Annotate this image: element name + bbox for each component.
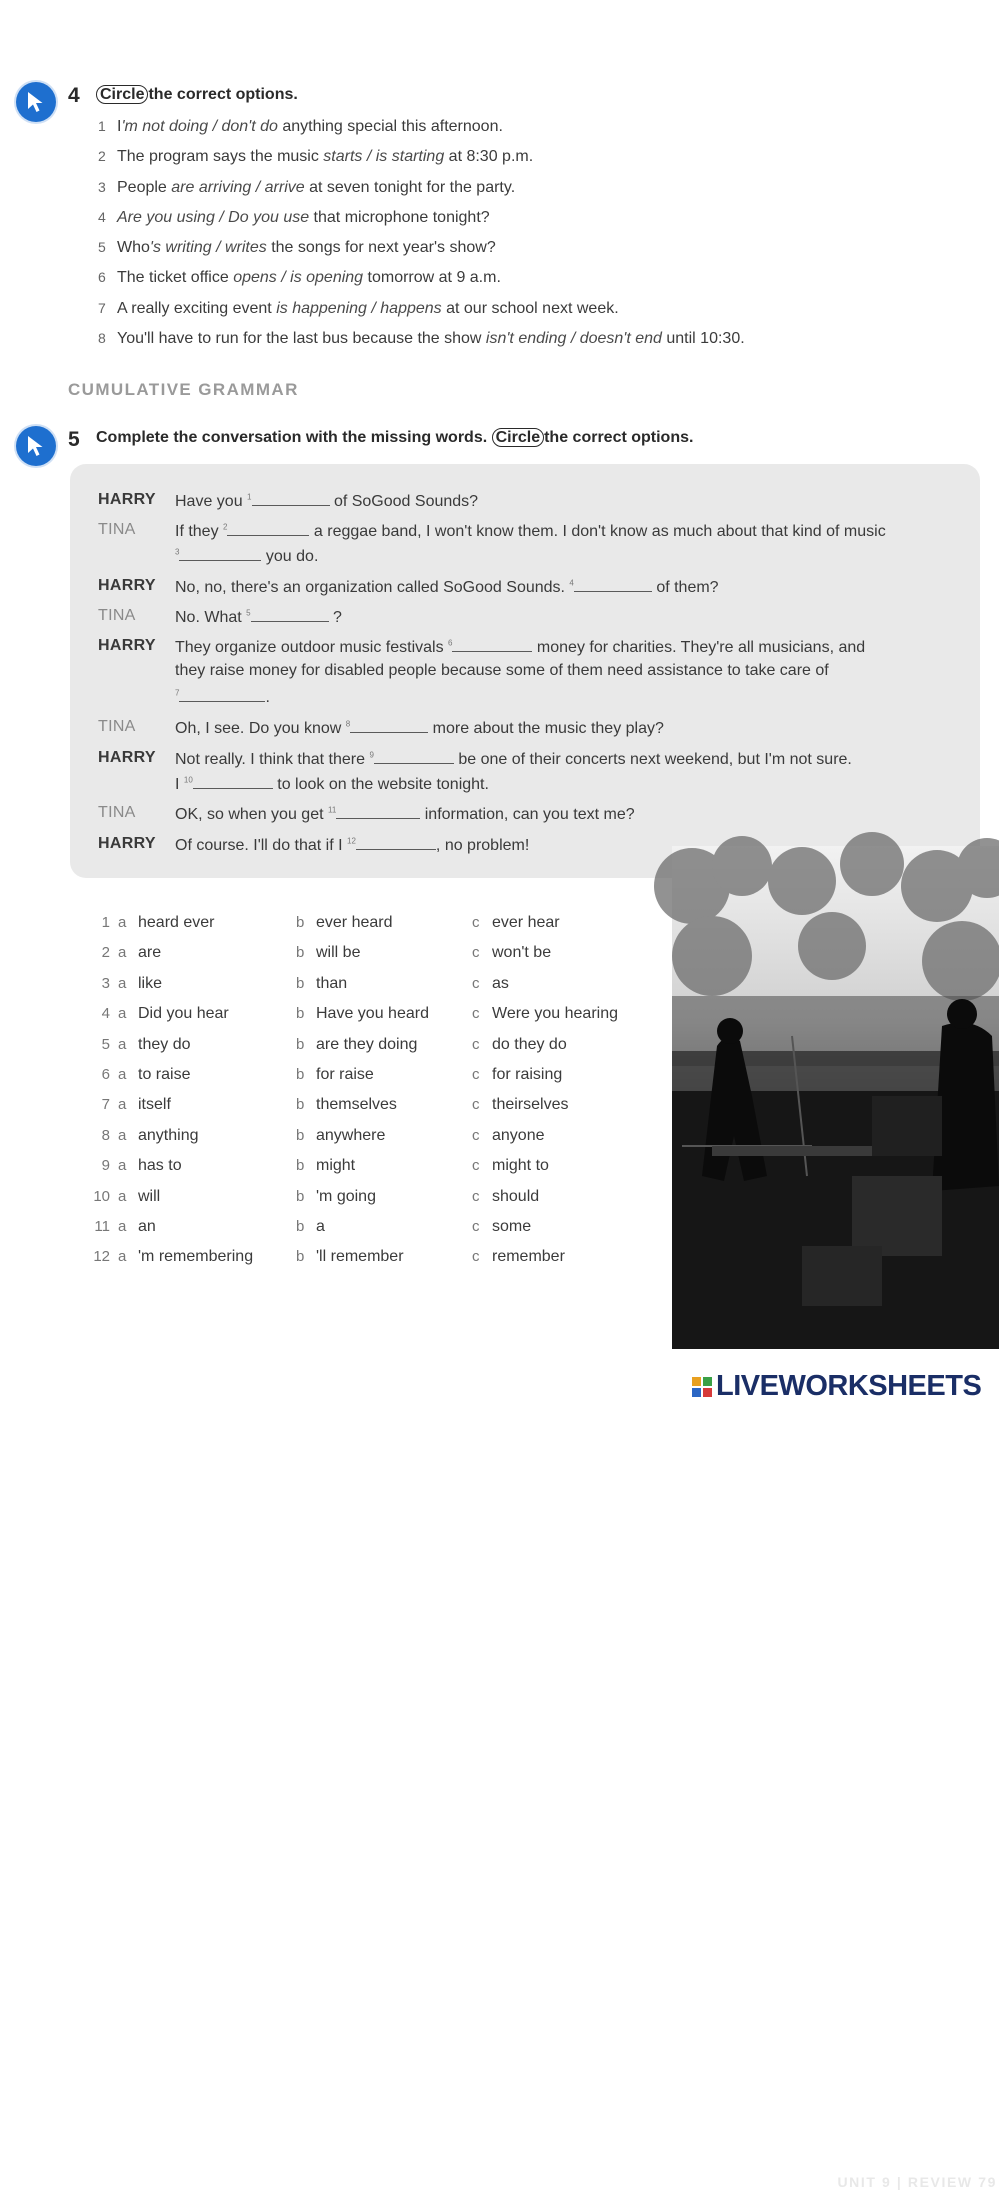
exercise-4-item xyxy=(98,145,745,175)
answer-option-a[interactable] xyxy=(88,1005,229,1023)
item-text-post: anything special this afternoon. xyxy=(277,118,503,135)
exercise-4-number: 4 xyxy=(68,84,80,107)
section-heading: CUMULATIVE GRAMMAR xyxy=(68,380,299,399)
item-number: 8 xyxy=(98,330,106,347)
option-letter: c xyxy=(472,1005,480,1023)
circle-word: Circle xyxy=(492,428,544,447)
option-letter: a xyxy=(118,1187,127,1205)
speaker-tina: TINA xyxy=(98,718,136,735)
option-letter: b xyxy=(296,1066,305,1083)
answer-option-c[interactable] xyxy=(472,1218,531,1236)
exercise-4-item xyxy=(98,115,745,145)
exercise-5-number: 5 xyxy=(68,428,80,451)
line-text: of them? xyxy=(651,579,719,596)
speaker-tina: TINA xyxy=(98,607,136,624)
exercise-4-list xyxy=(98,115,745,357)
option-letter: c xyxy=(472,914,480,931)
option-text: 'm going xyxy=(316,1187,376,1205)
option-text: anyone xyxy=(492,1126,545,1144)
option-text: might to xyxy=(492,1157,549,1175)
answer-option-c[interactable] xyxy=(472,944,551,962)
answer-option-a[interactable] xyxy=(88,944,161,962)
answer-option-a[interactable] xyxy=(88,1188,160,1206)
option-text: an xyxy=(138,1218,156,1235)
dialogue-line-7b xyxy=(175,774,489,794)
question-number: 11 xyxy=(94,1218,110,1235)
answer-option-b[interactable] xyxy=(296,914,393,932)
question-number: 10 xyxy=(93,1187,110,1205)
answer-gap-6[interactable] xyxy=(452,637,532,652)
item-options[interactable]: Are you using / Do you use xyxy=(117,208,310,226)
option-text: will xyxy=(138,1187,161,1205)
answer-option-b[interactable] xyxy=(296,1248,404,1266)
item-text-pre: Who xyxy=(117,239,150,257)
item-options[interactable]: is happening / happens xyxy=(276,299,442,317)
item-number: 5 xyxy=(98,239,106,256)
item-text-pre: A really exciting event xyxy=(117,299,277,317)
exercise-4-item xyxy=(98,327,745,357)
exercise-5-cursor-icon xyxy=(16,426,56,466)
speaker-harry: HARRY xyxy=(98,491,156,508)
answer-gap-8[interactable] xyxy=(350,718,428,733)
option-text: some xyxy=(492,1218,532,1235)
line-text: a reggae band, I won't know them. I don't know as much about that kind of music xyxy=(309,523,886,540)
speaker-tina: TINA xyxy=(98,804,136,821)
item-text-pre: The program says the music xyxy=(117,148,324,166)
option-letter: c xyxy=(472,944,480,962)
option-letter: b xyxy=(296,1187,305,1205)
option-text: will be xyxy=(316,944,361,962)
option-letter: a xyxy=(118,944,127,962)
option-text: for raise xyxy=(316,1066,374,1083)
unit-footer: UNIT 9 | REVIEW 79 xyxy=(837,2174,997,2190)
line-text: They organize outdoor music festivals xyxy=(175,639,449,656)
exercise-4-item xyxy=(98,176,745,206)
answer-option-a[interactable] xyxy=(88,1248,253,1266)
option-letter: b xyxy=(296,1035,305,1053)
item-options[interactable]: 's writing / writes xyxy=(149,239,267,257)
answer-option-b[interactable] xyxy=(296,1157,355,1175)
answer-option-a[interactable] xyxy=(88,1036,190,1054)
exercise-4-item xyxy=(98,206,745,236)
option-text: theirselves xyxy=(492,1096,569,1114)
answer-gap-1[interactable] xyxy=(252,491,330,506)
option-text: 'll remember xyxy=(316,1248,404,1266)
gap-number: 8 xyxy=(345,719,351,729)
exercise-4-item xyxy=(98,236,745,266)
gap-number: 3 xyxy=(175,547,180,557)
answer-option-c[interactable] xyxy=(472,1127,545,1145)
line-text: more about the music they play? xyxy=(428,720,664,737)
line-text: Of course. I'll do that if I xyxy=(175,837,348,854)
gap-number: 2 xyxy=(223,522,228,532)
item-text-post: at seven tonight for the party. xyxy=(304,178,516,196)
item-text-pre: People xyxy=(117,178,172,196)
answer-option-a[interactable] xyxy=(88,1096,171,1114)
instruction-pre: Complete the conversation with the missing words. xyxy=(96,429,492,446)
exercise-5-instruction xyxy=(96,429,693,447)
item-text-post: at our school next week. xyxy=(441,299,619,317)
item-text-post: tomorrow at 9 a.m. xyxy=(363,269,501,287)
line-text: Not really. I think that there xyxy=(175,751,370,768)
gap-number: 1 xyxy=(247,492,252,502)
item-options[interactable]: opens / is opening xyxy=(233,269,364,287)
instruction-post: the correct options. xyxy=(544,429,694,446)
answer-gap-10[interactable] xyxy=(193,774,273,789)
option-letter: b xyxy=(296,914,305,931)
option-text: might xyxy=(316,1157,356,1175)
question-number: 1 xyxy=(101,914,110,931)
option-text: 'm remembering xyxy=(138,1248,254,1266)
line-text: ? xyxy=(328,609,342,626)
option-letter: b xyxy=(296,1005,305,1023)
option-letter: c xyxy=(472,1126,480,1144)
line-text: . xyxy=(265,689,270,706)
item-number: 3 xyxy=(98,178,106,195)
answer-option-b[interactable] xyxy=(296,1036,417,1054)
gap-number: 12 xyxy=(347,836,356,846)
option-text: Have you heard xyxy=(316,1005,429,1023)
instruction-text: the correct options. xyxy=(148,86,298,103)
question-number: 5 xyxy=(101,1035,110,1053)
line-text: No. What xyxy=(175,609,247,626)
question-number: 6 xyxy=(101,1066,110,1083)
answer-option-a[interactable] xyxy=(88,1157,182,1175)
option-letter: b xyxy=(296,1248,305,1266)
option-text: itself xyxy=(138,1096,171,1114)
item-number: 4 xyxy=(98,208,106,225)
item-text-pre: I xyxy=(117,118,122,135)
item-options[interactable]: 'm not doing / don't do xyxy=(121,118,278,135)
question-number: 4 xyxy=(101,1005,110,1023)
answer-option-b[interactable] xyxy=(296,1127,385,1145)
option-text: Did you hear xyxy=(138,1005,229,1023)
question-number: 2 xyxy=(101,944,110,962)
exercise-4-instruction xyxy=(96,86,298,104)
answer-option-b[interactable] xyxy=(296,975,347,993)
speaker-harry: HARRY xyxy=(98,749,156,766)
line-text: , no problem! xyxy=(435,837,530,854)
answer-gap-7[interactable] xyxy=(179,687,265,702)
option-letter: a xyxy=(118,1126,127,1144)
line-text: of SoGood Sounds? xyxy=(329,493,479,510)
line-text: information, can you text me? xyxy=(420,806,635,823)
option-letter: c xyxy=(472,1187,480,1205)
option-letter: c xyxy=(472,1157,480,1175)
option-text: should xyxy=(492,1187,540,1205)
option-letter: a xyxy=(118,1248,127,1266)
item-number: 2 xyxy=(98,148,106,165)
option-text: than xyxy=(316,974,348,992)
option-letter: a xyxy=(118,1218,127,1235)
line-text: No, no, there's an organization called SoGood Sounds. xyxy=(175,579,570,596)
option-letter: a xyxy=(118,1096,127,1114)
line-text: Oh, I see. Do you know xyxy=(175,720,346,737)
option-text: themselves xyxy=(316,1096,397,1114)
answer-option-c[interactable] xyxy=(472,1036,567,1054)
option-text: are they doing xyxy=(316,1035,418,1053)
option-letter: c xyxy=(472,1218,480,1235)
option-letter: a xyxy=(118,1066,127,1083)
option-text: anything xyxy=(138,1126,199,1144)
line-text: they raise money for disabled people because some of them need assistance to take care of xyxy=(175,662,829,679)
item-text-post: the songs for next year's show? xyxy=(266,239,496,257)
item-options[interactable]: isn't ending / doesn't end xyxy=(485,330,662,348)
answer-gap-12[interactable] xyxy=(356,835,436,850)
item-text-post: that microphone tonight? xyxy=(309,208,490,226)
answer-option-c[interactable] xyxy=(472,975,509,993)
answer-option-a[interactable] xyxy=(88,975,162,993)
answer-option-b[interactable] xyxy=(296,1066,374,1084)
option-letter: b xyxy=(296,944,305,962)
gap-number: 10 xyxy=(183,775,193,785)
answer-option-a[interactable] xyxy=(88,1127,199,1145)
answer-gap-5[interactable] xyxy=(251,607,329,622)
option-text: Were you hearing xyxy=(492,1005,618,1023)
answer-option-a[interactable] xyxy=(88,1066,190,1084)
item-text-pre: You'll have to run for the last bus because the show xyxy=(117,330,486,348)
question-number: 12 xyxy=(93,1248,110,1266)
answer-option-c[interactable] xyxy=(472,914,560,932)
item-text-pre: The ticket office xyxy=(117,269,234,287)
option-text: anywhere xyxy=(316,1126,386,1144)
answer-option-c[interactable] xyxy=(472,1157,549,1175)
answer-gap-2[interactable] xyxy=(227,521,309,536)
question-number: 8 xyxy=(101,1126,110,1144)
answer-option-c[interactable] xyxy=(472,1066,562,1084)
gap-number: 6 xyxy=(448,638,453,648)
answer-option-b[interactable] xyxy=(296,1218,325,1236)
answer-gap-3[interactable] xyxy=(179,546,261,561)
exercise-4-cursor-icon xyxy=(16,82,56,122)
liveworksheets-watermark: LIVEWORKSHEETS xyxy=(716,1370,982,1402)
option-text: for raising xyxy=(492,1066,563,1083)
line-text: Have you xyxy=(175,493,248,510)
line-text: to look on the website tonight. xyxy=(272,776,489,793)
answer-option-b[interactable] xyxy=(296,1096,397,1114)
answer-option-a[interactable] xyxy=(88,1218,156,1236)
option-text: a xyxy=(316,1218,325,1235)
speaker-harry: HARRY xyxy=(98,637,156,654)
line-text: I xyxy=(175,776,184,793)
line-text: If they xyxy=(175,523,224,540)
gap-number: 11 xyxy=(327,805,337,815)
answer-option-b[interactable] xyxy=(296,944,360,962)
dialogue-line-5b xyxy=(175,662,829,680)
option-text: as xyxy=(492,974,509,992)
option-letter: c xyxy=(472,1066,480,1083)
dialogue-line-6 xyxy=(175,718,664,738)
speaker-harry: HARRY xyxy=(98,577,156,594)
option-letter: a xyxy=(118,974,127,992)
option-letter: a xyxy=(118,1005,127,1023)
answer-option-c[interactable] xyxy=(472,1188,539,1206)
answer-option-b[interactable] xyxy=(296,1005,429,1023)
item-text-post: at 8:30 p.m. xyxy=(444,148,534,166)
item-number: 1 xyxy=(98,118,106,134)
item-text-post: until 10:30. xyxy=(661,330,745,348)
item-number: 6 xyxy=(98,269,106,286)
option-text: ever hear xyxy=(492,914,560,931)
exercise-4-item xyxy=(98,297,745,327)
line-text: OK, so when you get xyxy=(175,806,328,823)
option-letter: c xyxy=(472,1248,480,1266)
option-letter: b xyxy=(296,1096,305,1114)
line-text: you do. xyxy=(261,548,319,565)
dialogue-line-4 xyxy=(175,607,342,627)
circle-word: Circle xyxy=(96,85,148,104)
option-letter: a xyxy=(118,914,127,931)
dialogue-line-3 xyxy=(175,577,719,597)
dialogue-line-2b xyxy=(175,546,318,566)
item-options[interactable]: starts / is starting xyxy=(323,148,445,166)
exercise-4-item xyxy=(98,266,745,296)
question-number: 7 xyxy=(101,1096,110,1114)
option-letter: a xyxy=(118,1035,127,1053)
option-letter: c xyxy=(472,1096,480,1114)
option-letter: b xyxy=(296,1157,305,1175)
gap-number: 5 xyxy=(246,608,251,618)
answer-gap-9[interactable] xyxy=(374,749,454,764)
option-letter: b xyxy=(296,1126,305,1144)
option-letter: c xyxy=(472,974,480,992)
dialogue-line-8 xyxy=(175,804,635,824)
option-text: like xyxy=(138,974,163,992)
speaker-tina: TINA xyxy=(98,521,136,538)
line-text: be one of their concerts next weekend, but I'm not sure. xyxy=(453,751,852,768)
dialogue-line-7 xyxy=(175,749,852,769)
item-options[interactable]: are arriving / arrive xyxy=(171,178,305,196)
answer-option-a[interactable] xyxy=(88,914,215,932)
dialogue-line-1 xyxy=(175,491,478,511)
option-text: to raise xyxy=(138,1066,191,1083)
option-text: won't be xyxy=(492,944,552,962)
gap-number: 7 xyxy=(175,688,180,698)
answer-option-b[interactable] xyxy=(296,1188,376,1206)
answer-gap-11[interactable] xyxy=(336,804,420,819)
option-text: heard ever xyxy=(138,914,215,931)
dialogue-line-2 xyxy=(175,521,886,541)
item-number: 7 xyxy=(98,299,106,316)
answer-gap-4[interactable] xyxy=(574,577,652,592)
gap-number: 4 xyxy=(569,578,574,588)
option-letter: b xyxy=(296,974,305,992)
option-text: are xyxy=(138,944,162,962)
option-text: ever heard xyxy=(316,914,393,931)
gap-number: 9 xyxy=(369,750,374,760)
answer-option-c[interactable] xyxy=(472,1248,565,1266)
option-letter: b xyxy=(296,1218,305,1235)
question-number: 3 xyxy=(101,974,110,992)
option-letter: c xyxy=(472,1035,480,1053)
dialogue-line-5 xyxy=(175,637,865,657)
dialogue-line-5c xyxy=(175,687,270,707)
option-text: do they do xyxy=(492,1035,567,1053)
line-text: money for charities. They're all musicians, and xyxy=(532,639,866,656)
liveworksheets-logo-icon xyxy=(692,1377,712,1397)
speaker-harry: HARRY xyxy=(98,835,156,852)
question-number: 9 xyxy=(101,1157,110,1175)
option-letter: a xyxy=(118,1157,127,1175)
option-text: they do xyxy=(138,1035,191,1053)
option-text: remember xyxy=(492,1248,565,1266)
answer-option-c[interactable] xyxy=(472,1096,568,1114)
option-text: has to xyxy=(138,1157,182,1175)
answer-option-c[interactable] xyxy=(472,1005,618,1023)
dialogue-line-9 xyxy=(175,835,529,855)
